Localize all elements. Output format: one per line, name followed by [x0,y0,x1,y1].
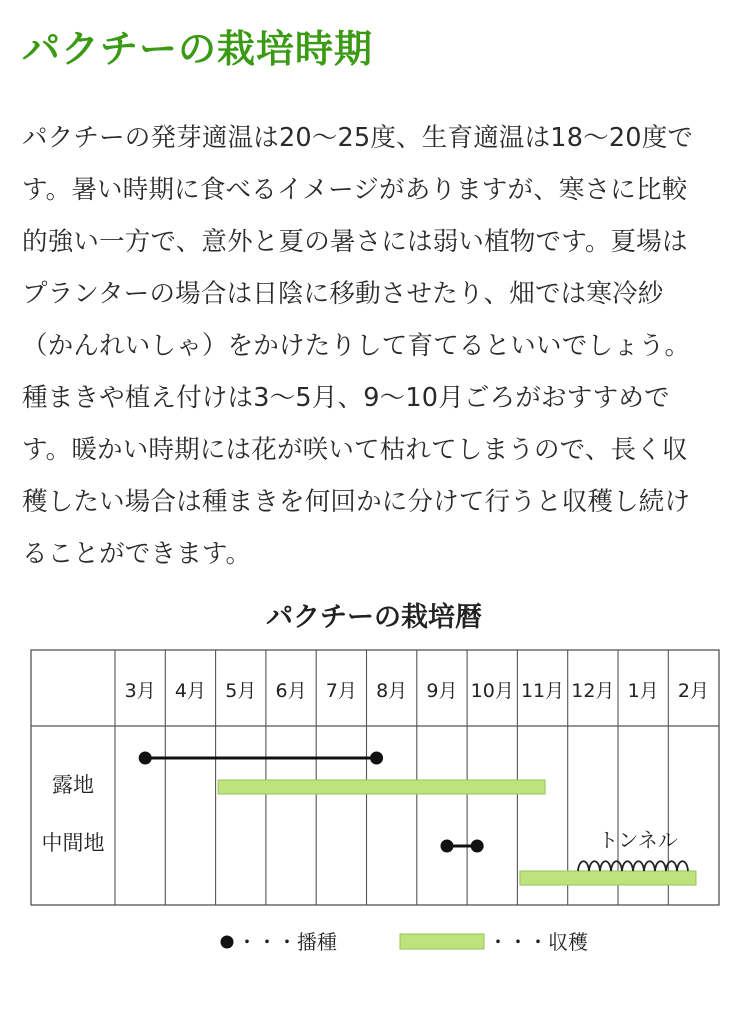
paragraph-line: す。暖かい時期には花が咲いて枯れてしまうので、長く収 [22,435,688,465]
row-labels [42,773,105,855]
month-label: 7月 [325,680,357,702]
month-label: 1月 [627,680,659,702]
page-title: パクチーの栽培時期 [22,27,374,71]
harvest-bar [218,780,545,794]
paragraph-line: （かんれいしゃ）をかけたりして育てるといいでしょう。 [22,331,691,361]
paragraph-line: 穫したい場合は種まきを何回かに分けて行うと収穫し続け [22,487,691,517]
chart-legend [221,930,589,954]
sowing-dot [471,840,484,853]
paragraph-line: パクチーの発芽適温は20～25度、生育適温は18～20度で [22,123,694,153]
month-label: 8月 [376,680,408,702]
tunnel-label: トンネル [598,828,678,852]
tunnel-annotation [578,828,688,871]
cultivation-calendar-chart [0,580,750,1000]
sowing-dot [440,840,453,853]
month-label: 6月 [275,680,307,702]
month-label: 3月 [124,680,156,702]
paragraph-line: 的強い一方で、意外と夏の暑さには弱い植物です。夏場は [22,227,688,257]
month-label: 11月 [520,680,565,702]
month-label: 2月 [677,680,709,702]
legend-harvest-bar [400,934,484,949]
legend-sowing-dot [221,936,234,949]
month-label: 5月 [225,680,257,702]
chart-title: パクチーの栽培暦 [266,602,482,633]
legend-harvest-label: ・・・収穫 [488,930,588,954]
legend-sowing-label: ・・・播種 [237,930,337,954]
row-label: 露地 [52,773,94,797]
sowing-dot [139,752,152,765]
month-label: 9月 [426,680,458,702]
row-label: 中間地 [41,831,105,855]
tunnel-coil [578,861,688,871]
paragraph-line: す。暑い時期に食べるイメージがありますが、寒さに比較 [22,175,688,205]
paragraph-line: ることができます。 [22,539,252,569]
article-paragraph [22,112,734,580]
month-label: 12月 [571,680,615,702]
sowing-lines [139,752,484,853]
paragraph-line: プランターの場合は日陰に移動させたり、畑では寒冷紗 [22,279,664,309]
sowing-dot [370,752,383,765]
month-label: 10月 [470,680,514,702]
paragraph-line: 種まきや植え付けは3～5月、9～10月ごろがおすすめで [22,383,670,413]
cultivation-calendar [0,580,750,1000]
month-label: 4月 [174,680,206,702]
harvest-bar [520,871,696,885]
